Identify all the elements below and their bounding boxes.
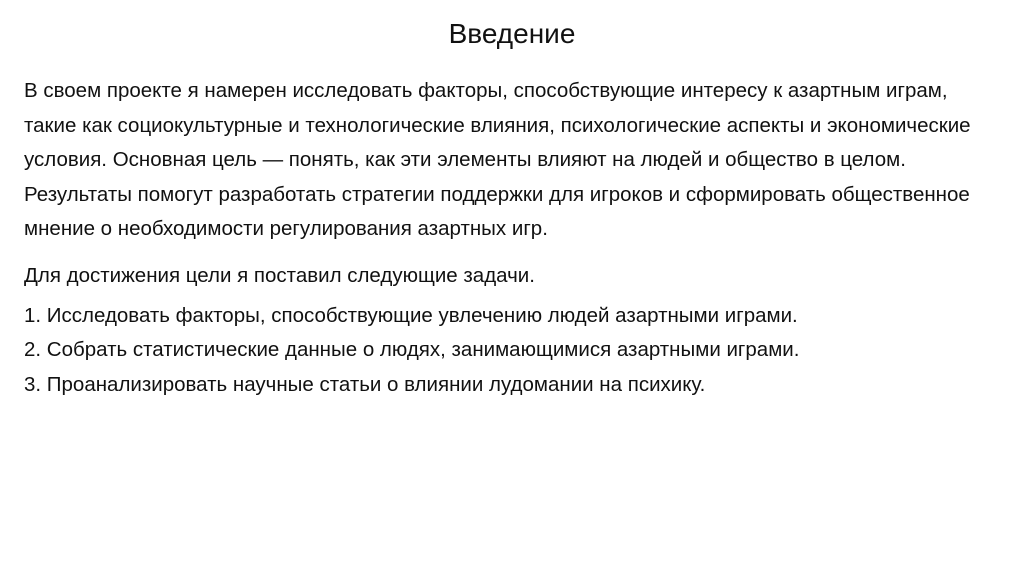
slide-content xyxy=(24,74,984,402)
task-item-3: 3. Проанализировать научные статьи о влиянии лудомании на психику. xyxy=(24,372,706,396)
intro-paragraph: В своем проекте я намерен исследовать факторы, способствующие интересу к азартным играм, такие как социокультурные и технологические влияния, психологические аспекты и экономические условия. Основная цель — понять, как эти элементы влияют на людей и общество в целом. Результаты помогут разработать стратегии поддержки для игроков и сформировать общественное мнение о необходимости регулирования азартных игр. xyxy=(24,79,971,241)
slide-title: Введение xyxy=(448,18,576,49)
tasks-lead: Для достижения цели я поставил следующие задачи. xyxy=(24,263,535,287)
task-item-1: 1. Исследовать факторы, способствующие увлечению людей азартными играми. xyxy=(24,303,798,327)
task-item-2: 2. Собрать статистические данные о людях, занимающимися азартными играми. xyxy=(24,338,800,362)
